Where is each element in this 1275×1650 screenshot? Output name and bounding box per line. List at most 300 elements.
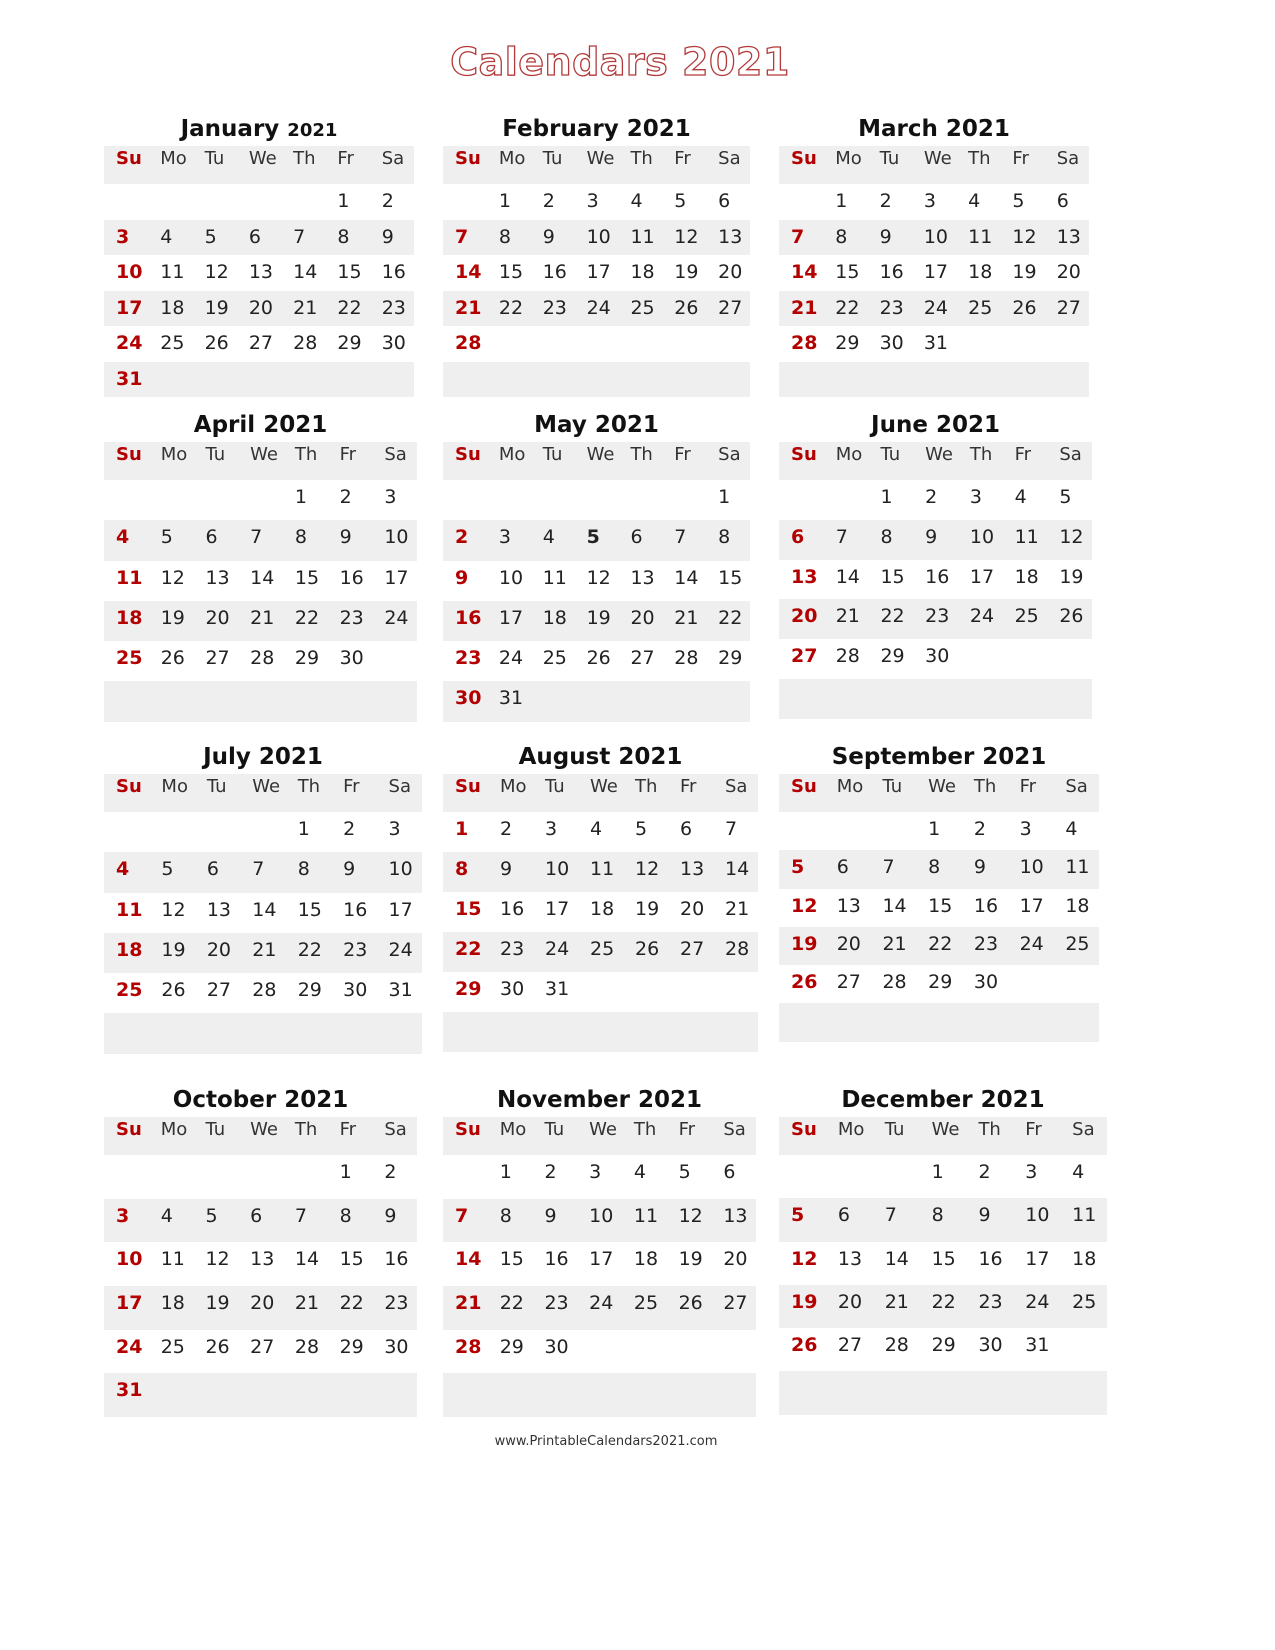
day-cell: [488, 1012, 533, 1052]
day-cell: [149, 480, 194, 520]
day-cell: 17: [586, 261, 611, 283]
week-row: [779, 927, 1099, 965]
day-cell: 25: [116, 979, 143, 1002]
day-cell: [1053, 965, 1099, 1003]
day-cell: 17: [1019, 894, 1044, 917]
weekday-label: Tu: [542, 148, 563, 169]
day-cell: 8: [718, 526, 731, 549]
day-cell: 11: [116, 898, 143, 921]
weekday-label: Sa: [723, 1119, 746, 1140]
day-cell: 2: [542, 190, 555, 212]
month-year: 2021: [594, 412, 659, 438]
day-cell: 14: [791, 261, 818, 283]
day-cell: 24: [388, 938, 413, 961]
day-cell: 20: [250, 1292, 275, 1315]
weekday-label: Sa: [388, 776, 411, 797]
day-cell: 24: [586, 296, 611, 319]
day-cell: 31: [116, 367, 143, 390]
day-cell: [1053, 1003, 1099, 1041]
week-row: [104, 1242, 417, 1286]
day-cell: [281, 362, 325, 398]
weekday-label: Fr: [339, 1119, 357, 1140]
day-cell: 9: [384, 1204, 397, 1227]
day-cell: 4: [1072, 1161, 1085, 1183]
month-title: [779, 408, 1092, 442]
day-cell: 28: [250, 647, 275, 670]
day-cell: [328, 681, 373, 721]
day-cell: 28: [293, 332, 318, 354]
weekday-label: Sa: [384, 1119, 407, 1140]
day-cell: 19: [161, 938, 186, 961]
month-title: [104, 740, 422, 774]
week-row: [779, 1328, 1107, 1371]
day-cell: 6: [248, 225, 261, 248]
day-cell: 16: [500, 898, 525, 920]
day-cell: 27: [1056, 296, 1081, 319]
day-cell: [962, 1003, 1008, 1041]
day-cell: 9: [343, 858, 356, 881]
day-cell: [531, 681, 575, 721]
day-cell: 18: [116, 606, 143, 629]
day-cell: 18: [630, 261, 655, 283]
day-cell: 22: [880, 605, 905, 628]
day-cell: 19: [160, 606, 185, 629]
day-cell: [238, 1373, 283, 1417]
day-cell: [575, 326, 619, 362]
week-row: [104, 220, 414, 256]
day-cell: 5: [204, 225, 217, 248]
day-cell: 2: [339, 486, 352, 508]
weekday-label: We: [931, 1119, 960, 1140]
day-cell: 7: [455, 1204, 469, 1227]
weekday-label: Su: [116, 776, 142, 797]
day-cell: 17: [969, 565, 995, 588]
weekday-label: Sa: [718, 148, 741, 169]
day-cell: 7: [835, 525, 848, 548]
week-row: [779, 1198, 1107, 1241]
day-cell: 17: [923, 261, 949, 283]
day-cell: 19: [791, 932, 818, 955]
weekday-label: We: [586, 148, 615, 169]
day-cell: 13: [1056, 225, 1081, 248]
day-cell: 13: [250, 1248, 275, 1271]
month-march: [779, 112, 1089, 397]
week-row: [443, 255, 750, 291]
day-cell: 3: [586, 190, 599, 212]
weekday-label: Mo: [500, 776, 527, 797]
weekday-label: Tu: [884, 1119, 905, 1140]
weekday-label: Mo: [835, 444, 863, 465]
day-cell: 18: [1065, 894, 1090, 917]
day-cell: 17: [384, 566, 409, 589]
day-cell: 25: [1072, 1290, 1097, 1313]
day-cell: 4: [968, 190, 981, 212]
day-cell: 22: [931, 1290, 956, 1313]
day-cell: [966, 1371, 1013, 1414]
day-cell: [237, 362, 281, 398]
month-year: 2021: [626, 116, 691, 142]
day-cell: 19: [586, 606, 611, 629]
day-cell: 18: [160, 1292, 185, 1315]
day-cell: 4: [160, 1204, 173, 1227]
weekday-label: We: [590, 776, 618, 797]
day-cell: 16: [879, 261, 904, 283]
day-cell: 12: [205, 1248, 230, 1271]
day-cell: [706, 326, 750, 362]
day-cell: 21: [835, 605, 860, 628]
day-cell: [533, 1012, 578, 1052]
day-cell: 11: [633, 1204, 659, 1227]
day-cell: [104, 1013, 149, 1053]
day-cell: 30: [925, 645, 950, 668]
day-cell: [1013, 1371, 1060, 1414]
day-cell: 8: [835, 225, 848, 248]
day-cell: 2: [925, 486, 938, 508]
day-cell: 29: [835, 332, 860, 354]
weekday-label: Sa: [1059, 444, 1082, 465]
day-cell: 26: [204, 332, 229, 354]
day-cell: 2: [381, 190, 394, 212]
day-cell: 23: [973, 932, 999, 955]
day-cell: 31: [388, 979, 413, 1002]
day-cell: 21: [884, 1290, 909, 1313]
day-cell: 13: [248, 261, 274, 283]
day-cell: 4: [630, 190, 643, 212]
month-september: [779, 740, 1099, 1042]
day-cell: 22: [718, 606, 743, 629]
week-row: [779, 184, 1089, 220]
day-cell: 20: [791, 605, 818, 628]
weekday-label: Th: [297, 776, 321, 797]
day-cell: 18: [1072, 1247, 1097, 1270]
day-cell: [662, 362, 706, 398]
day-cell: 1: [931, 1161, 944, 1183]
weekday-label: We: [250, 444, 278, 465]
day-cell: 6: [680, 818, 693, 840]
day-cell: 3: [545, 818, 558, 840]
day-cell: 23: [925, 605, 950, 628]
day-cell: 25: [116, 647, 143, 670]
week-row: [443, 220, 750, 256]
day-cell: 17: [1025, 1247, 1050, 1270]
month-name: January: [180, 116, 280, 142]
day-cell: 31: [116, 1379, 143, 1402]
week-row: [779, 560, 1092, 600]
week-row: [443, 291, 750, 327]
week-row: [443, 681, 750, 721]
day-cell: 14: [294, 1248, 320, 1271]
day-cell: [104, 1155, 149, 1199]
day-cell: 14: [455, 1248, 482, 1271]
day-cell: 12: [161, 898, 186, 921]
day-cell: 21: [250, 606, 275, 629]
day-cell: 3: [116, 1204, 130, 1227]
weekday-label: We: [252, 776, 281, 797]
weekday-header: [443, 774, 758, 812]
day-cell: [779, 184, 823, 220]
weekday-label: Mo: [160, 444, 188, 465]
day-cell: 7: [252, 858, 265, 881]
day-cell: [104, 184, 148, 220]
day-cell: [779, 1003, 825, 1041]
day-cell: 14: [835, 565, 860, 588]
week-row: [443, 601, 750, 641]
day-cell: 18: [116, 938, 143, 961]
week-row: [104, 1373, 417, 1417]
weekday-label: Su: [455, 776, 481, 797]
month-december: [779, 1083, 1107, 1415]
weekday-label: Fr: [339, 444, 357, 465]
day-cell: 29: [718, 647, 743, 670]
day-cell: 2: [455, 526, 469, 549]
day-cell: 10: [1019, 856, 1044, 879]
day-cell: 26: [791, 1334, 818, 1357]
day-cell: [575, 480, 619, 520]
day-cell: [488, 1373, 533, 1417]
day-cell: 27: [680, 938, 705, 960]
day-cell: 9: [978, 1204, 991, 1227]
day-cell: 1: [339, 1161, 352, 1183]
day-cell: [240, 812, 285, 852]
day-cell: 9: [879, 225, 892, 248]
day-cell: [377, 1013, 422, 1053]
weekday-label: Th: [635, 776, 658, 797]
month-august: [443, 740, 758, 1052]
week-row: [779, 255, 1089, 291]
day-cell: [443, 362, 487, 398]
day-cell: 20: [1056, 261, 1081, 283]
day-cell: 8: [499, 1204, 512, 1227]
day-cell: 10: [923, 225, 949, 248]
day-cell: 2: [978, 1161, 991, 1183]
day-cell: 24: [969, 605, 995, 628]
day-cell: [1060, 1328, 1107, 1371]
week-row: [104, 1330, 417, 1374]
day-cell: 16: [455, 606, 482, 629]
day-cell: 1: [880, 486, 893, 508]
week-row: [779, 1003, 1099, 1041]
week-row: [779, 1155, 1107, 1198]
footer-url: www.PrintableCalendars2021.com: [494, 1434, 718, 1449]
week-row: [779, 599, 1092, 639]
day-cell: 16: [339, 566, 364, 589]
day-cell: 28: [791, 332, 818, 354]
week-row: [443, 362, 750, 398]
week-row: [779, 850, 1099, 888]
day-cell: [195, 1013, 240, 1053]
week-row: [443, 520, 750, 560]
weekday-label: Tu: [204, 148, 225, 169]
weekday-label: Su: [455, 444, 481, 465]
day-cell: 30: [879, 332, 904, 354]
weekday-label: Th: [633, 1119, 657, 1140]
weekday-label: Sa: [1056, 148, 1080, 169]
day-cell: [667, 1330, 712, 1374]
day-cell: 8: [297, 858, 310, 881]
weekday-header: [779, 774, 1099, 812]
day-cell: 4: [116, 858, 130, 881]
day-cell: 1: [337, 190, 350, 212]
day-cell: [779, 362, 823, 398]
month-name: October: [172, 1087, 277, 1113]
day-cell: 9: [973, 856, 986, 879]
weekday-label: Fr: [343, 776, 360, 797]
day-cell: 17: [116, 1292, 143, 1315]
day-cell: 4: [633, 1161, 646, 1183]
month-name: November: [496, 1087, 630, 1113]
day-cell: 10: [545, 858, 570, 880]
day-cell: 14: [250, 566, 275, 589]
day-cell: 6: [718, 190, 731, 212]
weekday-label: Sa: [1065, 776, 1088, 797]
day-cell: 6: [791, 525, 805, 548]
day-cell: 12: [204, 261, 229, 283]
day-cell: [623, 972, 668, 1012]
weekday-header: [779, 146, 1089, 184]
page-title: Calendars 2021: [450, 40, 790, 84]
month-title: [443, 408, 750, 442]
day-cell: 8: [928, 856, 941, 879]
weekday-label: Th: [978, 1119, 1001, 1140]
day-cell: 11: [160, 261, 185, 283]
day-cell: 28: [884, 1334, 909, 1357]
day-cell: [238, 681, 283, 721]
day-cell: 28: [835, 645, 860, 668]
day-cell: [662, 326, 706, 362]
weekday-header: [443, 442, 750, 480]
day-cell: 15: [835, 261, 860, 283]
day-cell: 23: [500, 938, 525, 960]
day-cell: 12: [1059, 525, 1084, 548]
day-cell: [873, 1371, 920, 1414]
day-cell: 25: [968, 296, 993, 319]
day-cell: 7: [725, 818, 738, 840]
day-cell: 3: [1025, 1161, 1038, 1183]
day-cell: 9: [925, 525, 938, 548]
day-cell: 31: [498, 687, 524, 710]
day-cell: 11: [968, 225, 993, 248]
day-cell: [618, 681, 662, 721]
day-cell: [281, 184, 325, 220]
day-cell: 20: [836, 932, 861, 955]
month-year: 2021: [287, 120, 338, 141]
day-cell: 13: [680, 858, 705, 880]
day-cell: 21: [294, 1292, 320, 1315]
day-cell: 23: [544, 1292, 569, 1315]
day-cell: [779, 480, 824, 520]
day-cell: 24: [498, 647, 524, 670]
day-cell: 19: [1012, 261, 1037, 283]
day-cell: 15: [339, 1248, 364, 1271]
day-cell: [618, 480, 662, 520]
day-cell: 19: [674, 261, 699, 283]
month-year: 2021: [638, 1087, 703, 1113]
day-cell: 8: [337, 225, 350, 248]
day-cell: [283, 681, 328, 721]
day-cell: 11: [1065, 856, 1090, 879]
weekday-label: Tu: [206, 776, 227, 797]
day-cell: [668, 1012, 713, 1052]
day-cell: [1003, 639, 1048, 679]
day-cell: 27: [837, 1334, 863, 1357]
day-cell: 22: [337, 296, 362, 319]
month-name: February: [502, 116, 619, 142]
weekday-label: Su: [791, 148, 817, 169]
day-cell: [623, 1012, 668, 1052]
day-cell: 7: [250, 526, 263, 549]
day-cell: 26: [160, 647, 185, 670]
day-cell: [238, 480, 283, 520]
week-row: [779, 1371, 1107, 1414]
week-row: [104, 933, 422, 973]
day-cell: 5: [161, 858, 174, 881]
weekday-label: Mo: [498, 148, 526, 169]
day-cell: [193, 184, 237, 220]
weekday-label: Mo: [499, 1119, 527, 1140]
day-cell: 24: [545, 938, 570, 960]
day-cell: 30: [381, 332, 406, 354]
week-row: [104, 1286, 417, 1330]
day-cell: [779, 1371, 826, 1414]
day-cell: 18: [160, 296, 185, 319]
day-cell: 10: [1025, 1204, 1050, 1227]
day-cell: [104, 812, 149, 852]
day-cell: [577, 1373, 622, 1417]
day-cell: 30: [384, 1335, 409, 1358]
day-cell: 27: [248, 332, 274, 354]
day-cell: [195, 812, 240, 852]
day-cell: 18: [590, 898, 615, 920]
weekday-header: [104, 1117, 417, 1155]
day-cell: 29: [294, 647, 320, 670]
day-cell: 27: [630, 647, 655, 670]
day-cell: 25: [160, 1335, 185, 1358]
day-cell: [826, 1155, 873, 1198]
day-cell: 15: [297, 898, 322, 921]
week-row: [443, 892, 758, 932]
day-cell: 26: [674, 296, 699, 319]
day-cell: 1: [835, 190, 848, 212]
day-cell: 8: [455, 858, 469, 880]
day-cell: [868, 679, 913, 719]
month-year: 2021: [258, 744, 323, 770]
day-cell: [1045, 362, 1089, 398]
day-cell: 1: [294, 486, 307, 508]
day-cell: 20: [206, 938, 232, 961]
week-row: [443, 1155, 756, 1199]
day-cell: [104, 480, 149, 520]
day-cell: [193, 362, 237, 398]
day-cell: 22: [294, 606, 320, 629]
day-cell: [622, 1330, 667, 1374]
day-cell: 20: [680, 898, 705, 920]
week-row: [779, 220, 1089, 256]
day-cell: 17: [388, 898, 413, 921]
day-cell: [668, 972, 713, 1012]
day-cell: [713, 972, 758, 1012]
weekday-label: We: [248, 148, 277, 169]
weekday-label: Tu: [544, 1119, 565, 1140]
day-cell: 17: [589, 1248, 614, 1271]
day-cell: 27: [205, 647, 230, 670]
week-row: [104, 812, 422, 852]
week-row: [104, 561, 417, 601]
day-cell: [870, 812, 916, 850]
day-cell: 1: [928, 818, 941, 840]
day-cell: 14: [882, 894, 907, 917]
day-cell: 14: [293, 261, 318, 283]
day-cell: 24: [384, 606, 409, 629]
